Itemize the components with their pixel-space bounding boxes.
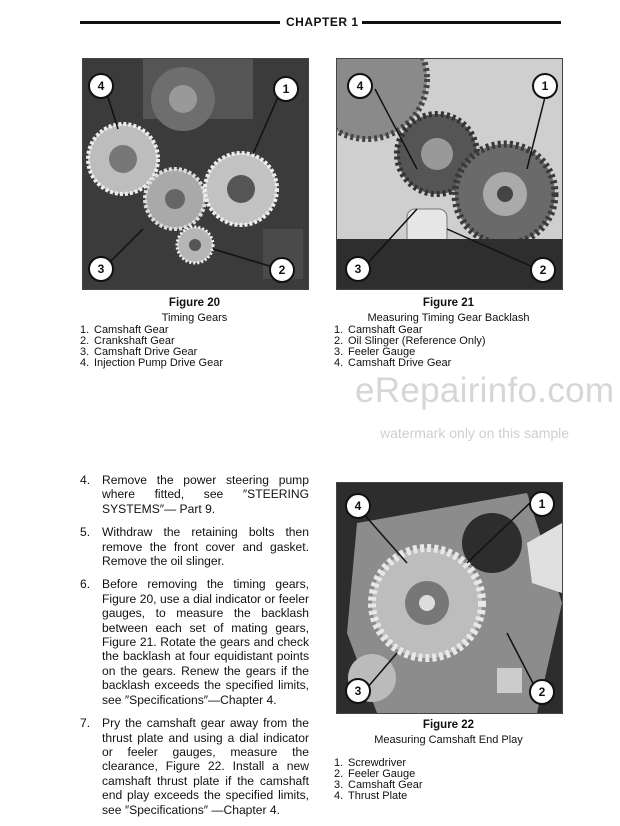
chapter-title: CHAPTER 1	[286, 15, 359, 29]
figure-22-legend	[334, 758, 423, 802]
legend-item: 3. Camshaft Gear	[334, 779, 423, 791]
figure-22-photo	[336, 482, 563, 714]
legend-item: 1. Camshaft Gear	[80, 324, 169, 336]
callout-2: 2	[269, 257, 295, 283]
callout-1: 1	[529, 491, 555, 517]
figure-21-legend	[334, 325, 486, 369]
legend-item: 2. Feeler Gauge	[334, 768, 416, 780]
callout-4: 4	[88, 73, 114, 99]
legend-item: 1. Screwdriver	[334, 757, 407, 769]
legend-item: 2. Oil Slinger (Reference Only)	[334, 335, 486, 347]
legend-item: 3. Feeler Gauge	[334, 346, 416, 358]
header-rule-right	[362, 21, 561, 24]
legend-item: 3. Camshaft Drive Gear	[80, 346, 198, 358]
figure-22-title: Figure 22	[422, 719, 475, 731]
callout-3: 3	[345, 256, 371, 282]
callout-2: 2	[530, 257, 556, 283]
figure-20-subtitle: Timing Gears	[161, 312, 228, 324]
figure-21-subtitle: Measuring Timing Gear Backlash	[367, 312, 530, 324]
callout-1: 1	[273, 76, 299, 102]
callout-2: 2	[529, 679, 555, 705]
legend-item: 4. Camshaft Drive Gear	[334, 357, 452, 369]
figure-20-title: Figure 20	[168, 297, 221, 309]
legend-item: 4. Injection Pump Drive Gear	[80, 357, 223, 369]
legend-item: 4. Thrust Plate	[334, 790, 408, 802]
callout-3: 3	[88, 256, 114, 282]
header-rule-left	[80, 21, 280, 24]
step-5: 5. Withdraw the retaining bolts then remove the front cover and gasket. Remove the oil slinger.	[80, 525, 309, 569]
callout-4: 4	[347, 73, 373, 99]
step-7: 7. Pry the camshaft gear away from the thrust plate and using a dial indicator or feeler gauges, measure the clearance, Figure 22. Install a new camshaft thrust plate if the camshaft end play exceeds the specified limits, see ″Specifications″ —Chapter 4.	[80, 716, 309, 817]
watermark-site: eRepairinfo.com	[355, 371, 615, 410]
camshaft-end-play-image	[337, 483, 562, 713]
figure-20-legend	[80, 325, 223, 369]
procedure-steps	[80, 473, 309, 826]
callout-1: 1	[532, 73, 558, 99]
legend-item: 1. Camshaft Gear	[334, 324, 423, 336]
step-6: 6. Before removing the timing gears, Figure 20, use a dial indicator or feeler gauges, to measure the backlash between each set of mating gears, Figure 21. Rotate the gears and check the backlash at four equidistant points on the gears. Renew the gears if the backlash exceeds the specified limits, see ″Specifications″—Chapter 4.	[80, 577, 309, 707]
step-4: 4. Remove the power steering pump where fitted, see ″STEERING SYSTEMS″— Part 9.	[80, 473, 309, 516]
callout-3: 3	[345, 678, 371, 704]
backlash-measurement-image	[337, 59, 562, 289]
figure-21-photo	[336, 58, 563, 290]
watermark-note: watermark only on this sample	[380, 425, 570, 441]
figure-21-title: Figure 21	[422, 297, 475, 309]
figure-20-photo	[82, 58, 309, 290]
legend-item: 2. Crankshaft Gear	[80, 335, 175, 347]
figure-22-subtitle: Measuring Camshaft End Play	[374, 734, 523, 746]
callout-4: 4	[345, 493, 371, 519]
